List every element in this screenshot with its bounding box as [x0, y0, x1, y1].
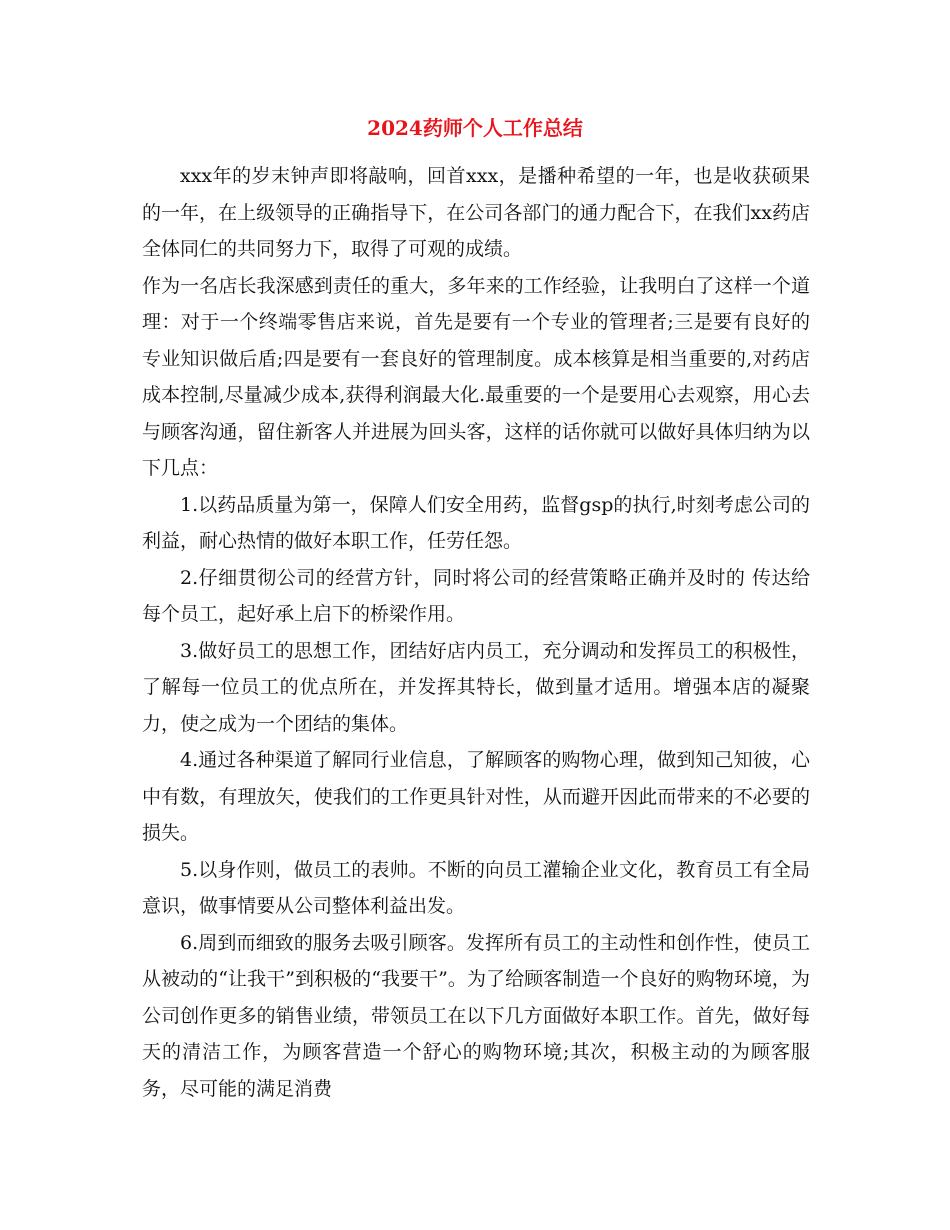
paragraph-point-3: 3.做好员工的思想工作，团结好店内员工，充分调动和发挥员工的积极性，了解每一位员工的优点所在，并发挥其特长，做到量才适用。增强本店的凝聚力，使之成为一个团结的集体。: [142, 639, 810, 735]
paragraph-manager-reflection: 作为一名店长我深感到责任的重大，多年来的工作经验，让我明白了这样一个道理：对于一个终端零售店来说，首先是要有一个专业的管理者;三是要有良好的专业知识做后盾;四是要有一套良好的管理制度。成本核算是相当重要的,对药店成本控制,尽量减少成本,获得利润最大化.最重要的一个是要用心去观察，用心去与顾客沟通，留住新客人并进展为回头客，这样的话你就可以做好具体归纳为以下几点：: [142, 274, 810, 479]
paragraph-point-5: 5.以身作则，做员工的表帅。不断的向员工灌输企业文化，教育员工有全局意识，做事情要从公司整体利益出发。: [142, 858, 810, 917]
paragraph-point-4: 4.通过各种渠道了解同行业信息，了解顾客的购物心理，做到知己知彼，心中有数，有理放矢，使我们的工作更具针对性，从而避开因此而带来的不必要的损失。: [142, 749, 810, 844]
paragraph-point-6: 6.周到而细致的服务去吸引顾客。发挥所有员工的主动性和创作性，使员工从被动的“让我干”到积极的“我要干”。为了给顾客制造一个良好的购物环境，为公司创作更多的销售业绩，带领员工在以下几方面做好本职工作。首先，做好每天的清洁工作，为顾客营造一个舒心的购物环境;其次，积极主动的为顾客服务，尽可能的满足消费: [142, 931, 810, 1100]
paragraph-point-1: 1.以药品质量为第一，保障人们安全用药，监督gsp的执行,时刻考虑公司的利益，耐心热情的做好本职工作，任劳任怨。: [142, 493, 810, 552]
document-body: [142, 158, 810, 1107]
paragraph-intro: xxx年的岁末钟声即将敲响，回首xxx，是播种希望的一年，也是收获硕果的一年，在上级领导的正确指导下，在公司各部门的通力配合下，在我们xx药店全体同仁的共同努力下，取得了可观的成绩。: [142, 165, 810, 260]
document-title: 2024药师个人工作总结: [367, 116, 583, 140]
paragraph-point-2: 2.仔细贯彻公司的经营方针，同时将公司的经营策略正确并及时的 传达给每个员工，起好承上启下的桥梁作用。: [142, 566, 810, 625]
